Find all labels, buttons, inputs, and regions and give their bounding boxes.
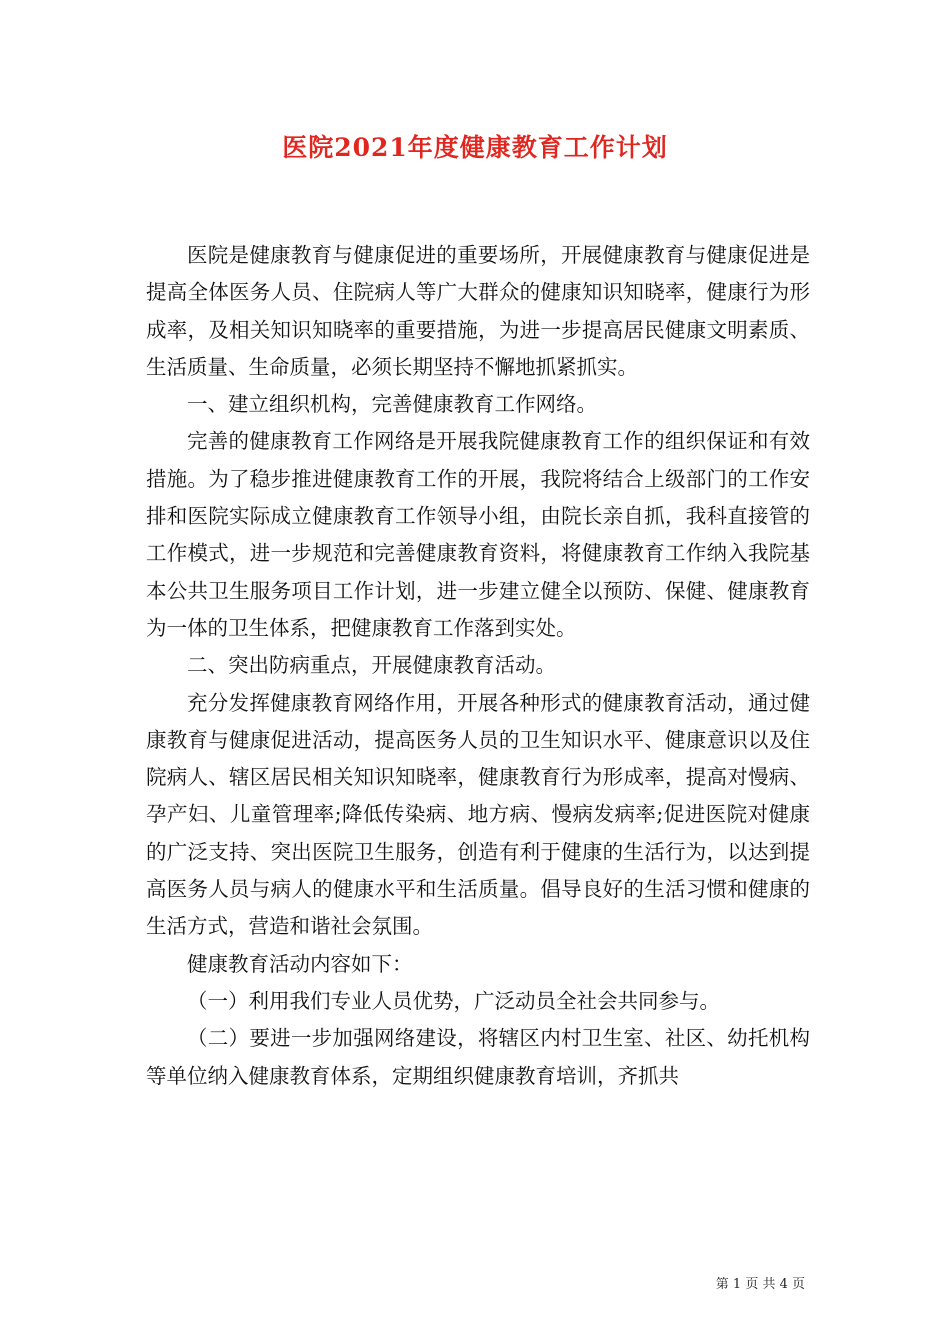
document-body [146,237,810,1095]
paragraph-section-1: 完善的健康教育工作网络是开展我院健康教育工作的组织保证和有效措施。为了稳步推进健康教育工作的开展，我院将结合上级部门的工作安排和医院实际成立健康教育工作领导小组，由院长亲自抓，我科直接管的工作模式，进一步规范和完善健康教育资料，将健康教育工作纳入我院基本公共卫生服务项目工作计划，进一步建立健全以预防、保健、健康教育为一体的卫生体系，把健康教育工作落到实处。 [146,429,810,640]
document-title: 医院2021年度健康教育工作计划 [282,133,668,162]
section-heading-2: 二、突出防病重点，开展健康教育活动。 [187,653,556,678]
activity-item-1: （一）利用我们专业人员优势，广泛动员全社会共同参与。 [187,988,720,1013]
activity-intro: 健康教育活动内容如下： [187,951,413,976]
section-heading-1: 一、建立组织机构，完善健康教育工作网络。 [187,392,597,417]
paragraph-intro: 医院是健康教育与健康促进的重要场所，开展健康教育与健康促进是提高全体医务人员、住院病人等广大群众的健康知识知晓率，健康行为形成率，及相关知识知晓率的重要措施，为进一步提高居民健康文明素质、生活质量、生命质量，必须长期坚持不懈地抓紧抓实。 [146,243,810,379]
page-footer: 第 1 页 共 4 页 [715,1277,805,1292]
paragraph-section-2: 充分发挥健康教育网络作用，开展各种形式的健康教育活动，通过健康教育与健康促进活动，提高医务人员的卫生知识水平、健康意识以及住院病人、辖区居民相关知识知晓率，健康教育行为形成率，提高对慢病、孕产妇、儿童管理率;降低传染病、地方病、慢病发病率;促进医院对健康的广泛支持、突出医院卫生服务，创造有利于健康的生活行为，以达到提高医务人员与病人的健康水平和生活质量。倡导良好的生活习惯和健康的生活方式，营造和谐社会氛围。 [146,690,810,939]
activity-item-2: （二）要进一步加强网络建设，将辖区内村卫生室、社区、幼托机构等单位纳入健康教育体系，定期组织健康教育培训，齐抓共 [146,1026,810,1088]
